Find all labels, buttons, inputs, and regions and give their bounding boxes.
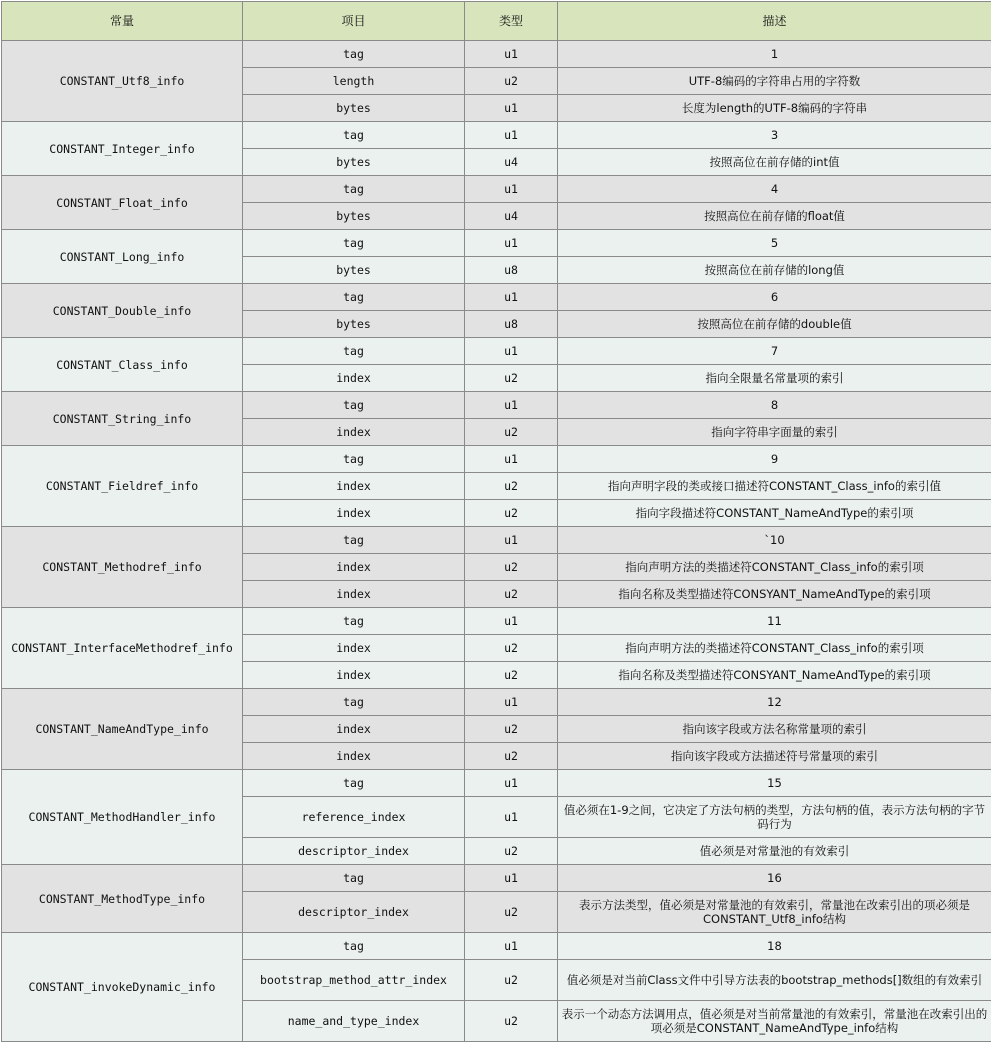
description-cell: 5 [558,230,991,257]
table-row [2,176,991,203]
description-cell: 值必须是对常量池的有效索引 [558,838,991,865]
header-constant: 常量 [2,2,243,41]
table-row [2,933,991,960]
item-cell: index [243,419,465,446]
constant-name-cell: CONSTANT_String_info [2,392,243,446]
description-cell: UTF-8编码的字符串占用的字符数 [558,68,991,95]
constant-name-cell: CONSTANT_NameAndType_info [2,689,243,770]
description-cell: 指向名称及类型描述符CONSYANT_NameAndType的索引项 [558,662,991,689]
type-cell: u2 [465,960,558,1001]
description-cell: 按照高位在前存储的double值 [558,311,991,338]
constant-name-cell: CONSTANT_MethodHandler_info [2,770,243,865]
type-cell: u1 [465,122,558,149]
item-cell: index [243,716,465,743]
item-cell: tag [243,933,465,960]
item-cell: tag [243,338,465,365]
constant-name-cell: CONSTANT_Class_info [2,338,243,392]
type-cell: u2 [465,635,558,662]
item-cell: tag [243,41,465,68]
constant-name-cell: CONSTANT_InterfaceMethodref_info [2,608,243,689]
description-cell: 15 [558,770,991,797]
type-cell: u1 [465,284,558,311]
description-cell: 指向名称及类型描述符CONSYANT_NameAndType的索引项 [558,581,991,608]
table-row [2,608,991,635]
description-cell: 指向字符串字面量的索引 [558,419,991,446]
item-cell: index [243,635,465,662]
type-cell: u1 [465,446,558,473]
description-cell: 值必须是对当前Class文件中引导方法表的bootstrap_methods[]数组的有效索引 [558,960,991,1001]
description-cell: 长度为length的UTF-8编码的字符串 [558,95,991,122]
type-cell: u4 [465,149,558,176]
item-cell: tag [243,176,465,203]
item-cell: bytes [243,257,465,284]
item-cell: tag [243,392,465,419]
type-cell: u1 [465,338,558,365]
type-cell: u2 [465,68,558,95]
constant-name-cell: CONSTANT_Integer_info [2,122,243,176]
type-cell: u2 [465,419,558,446]
description-cell: 按照高位在前存储的float值 [558,203,991,230]
type-cell: u2 [465,554,558,581]
description-cell: 值必须在1-9之间，它决定了方法句柄的类型，方法句柄的值，表示方法句柄的字节码行为 [558,797,991,838]
type-cell: u2 [465,743,558,770]
type-cell: u1 [465,689,558,716]
type-cell: u2 [465,473,558,500]
table-row [2,865,991,892]
header-description: 描述 [558,2,991,41]
type-cell: u4 [465,203,558,230]
description-cell: 6 [558,284,991,311]
description-cell: 4 [558,176,991,203]
item-cell: index [243,743,465,770]
constant-name-cell: CONSTANT_Utf8_info [2,41,243,122]
item-cell: tag [243,284,465,311]
table-body [2,41,991,1042]
description-cell: 按照高位在前存储的int值 [558,149,991,176]
item-cell: index [243,581,465,608]
item-cell: tag [243,608,465,635]
item-cell: tag [243,527,465,554]
table-row [2,230,991,257]
description-cell: 表示一个动态方法调用点，值必须是对当前常量池的有效索引，常量池在改索引出的项必须是CONSTANT_NameAndType_info结构 [558,1001,991,1042]
item-cell: bytes [243,149,465,176]
item-cell: bootstrap_method_attr_index [243,960,465,1001]
type-cell: u1 [465,933,558,960]
table-row [2,689,991,716]
type-cell: u2 [465,581,558,608]
description-cell: 指向声明字段的类或接口描述符CONSTANT_Class_info的索引值 [558,473,991,500]
description-cell: 18 [558,933,991,960]
type-cell: u1 [465,95,558,122]
constant-name-cell: CONSTANT_Float_info [2,176,243,230]
type-cell: u1 [465,392,558,419]
item-cell: bytes [243,203,465,230]
description-cell: 指向该字段或方法名称常量项的索引 [558,716,991,743]
description-cell: 按照高位在前存储的long值 [558,257,991,284]
type-cell: u1 [465,797,558,838]
type-cell: u2 [465,365,558,392]
item-cell: index [243,473,465,500]
type-cell: u2 [465,892,558,933]
header-row [2,2,991,41]
constant-name-cell: CONSTANT_MethodType_info [2,865,243,933]
description-cell: 指向字段描述符CONSTANT_NameAndType的索引项 [558,500,991,527]
description-cell: `10 [558,527,991,554]
description-cell: 16 [558,865,991,892]
item-cell: name_and_type_index [243,1001,465,1042]
item-cell: index [243,365,465,392]
description-cell: 8 [558,392,991,419]
type-cell: u1 [465,176,558,203]
item-cell: descriptor_index [243,892,465,933]
type-cell: u2 [465,1001,558,1042]
item-cell: index [243,554,465,581]
type-cell: u2 [465,662,558,689]
type-cell: u1 [465,770,558,797]
type-cell: u1 [465,41,558,68]
constant-name-cell: CONSTANT_Methodref_info [2,527,243,608]
item-cell: tag [243,770,465,797]
item-cell: tag [243,446,465,473]
description-cell: 12 [558,689,991,716]
item-cell: tag [243,865,465,892]
description-cell: 指向全限量名常量项的索引 [558,365,991,392]
constant-name-cell: CONSTANT_Double_info [2,284,243,338]
item-cell: bytes [243,95,465,122]
item-cell: bytes [243,311,465,338]
item-cell: tag [243,122,465,149]
constant-pool-table [1,1,991,1042]
description-cell: 11 [558,608,991,635]
header-item: 项目 [243,2,465,41]
type-cell: u1 [465,230,558,257]
type-cell: u8 [465,311,558,338]
table-row [2,338,991,365]
description-cell: 指向声明方法的类描述符CONSTANT_Class_info的索引项 [558,554,991,581]
description-cell: 7 [558,338,991,365]
item-cell: tag [243,230,465,257]
type-cell: u2 [465,500,558,527]
constant-name-cell: CONSTANT_Fieldref_info [2,446,243,527]
description-cell: 9 [558,446,991,473]
description-cell: 1 [558,41,991,68]
table-row [2,122,991,149]
constant-name-cell: CONSTANT_invokeDynamic_info [2,933,243,1042]
description-cell: 指向该字段或方法描述符号常量项的索引 [558,743,991,770]
type-cell: u1 [465,527,558,554]
type-cell: u2 [465,838,558,865]
type-cell: u1 [465,608,558,635]
item-cell: index [243,662,465,689]
table-row [2,446,991,473]
item-cell: descriptor_index [243,838,465,865]
table-row [2,527,991,554]
header-type: 类型 [465,2,558,41]
table-row [2,41,991,68]
type-cell: u2 [465,716,558,743]
item-cell: index [243,500,465,527]
type-cell: u8 [465,257,558,284]
item-cell: length [243,68,465,95]
description-cell: 表示方法类型，值必须是对常量池的有效索引，常量池在改索引出的项必须是CONSTANT_Utf8_info结构 [558,892,991,933]
description-cell: 指向声明方法的类描述符CONSTANT_Class_info的索引项 [558,635,991,662]
item-cell: tag [243,689,465,716]
item-cell: reference_index [243,797,465,838]
description-cell: 3 [558,122,991,149]
table-row [2,392,991,419]
table-row [2,284,991,311]
type-cell: u1 [465,865,558,892]
constant-name-cell: CONSTANT_Long_info [2,230,243,284]
table-row [2,770,991,797]
